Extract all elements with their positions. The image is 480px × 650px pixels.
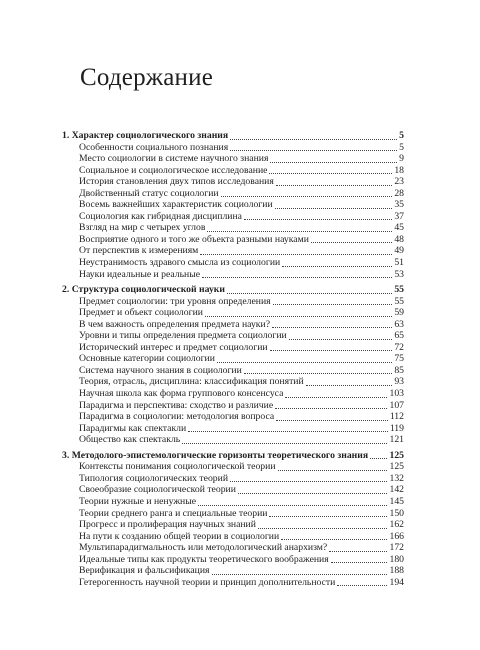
toc-entry[interactable]: [62, 296, 404, 308]
toc-section: [62, 284, 404, 446]
page-number: 18: [394, 164, 404, 176]
toc-entry[interactable]: [62, 565, 404, 577]
toc-entry[interactable]: [62, 531, 404, 543]
page-number: 162: [389, 519, 404, 531]
toc-entry-label: Идеальные типы как продукты теоретического воображения: [79, 553, 329, 565]
toc-entry-label: Предмет и объект социологии: [79, 307, 203, 319]
toc-entry-label: Предмет социологии: три уровня определения: [79, 295, 271, 307]
dot-leader: [269, 516, 387, 517]
page-number: 55: [394, 284, 404, 296]
toc-chapter-heading-label: 1. Характер социологического знания: [62, 130, 229, 141]
dot-leader: [329, 551, 387, 552]
page-number: 59: [394, 307, 404, 319]
dot-leader: [275, 408, 387, 409]
toc-entry[interactable]: [62, 376, 404, 388]
toc-entry[interactable]: [62, 142, 404, 154]
toc-entry[interactable]: [62, 319, 404, 331]
dot-leader: [269, 173, 392, 174]
toc-entry-label: Науки идеальные и реальные: [79, 268, 201, 280]
toc-entry-label: Восприятие одного и того же объекта разными науками: [79, 233, 309, 245]
toc-entry-label: В чем важность определения предмета науки?: [79, 318, 271, 330]
dot-leader: [311, 242, 392, 243]
page-number: 112: [389, 411, 404, 423]
toc-entry-label: Мультипарадигмальность или методологический анархизм?: [79, 542, 328, 554]
toc-entry[interactable]: [62, 542, 404, 554]
dot-leader: [306, 385, 393, 386]
toc-entry-label: От перспектив к измерениям: [79, 245, 199, 257]
toc-entry-label: Парадигма и перспектива: сходство и различие: [79, 399, 274, 411]
dot-leader: [270, 350, 393, 351]
toc-entry[interactable]: [62, 365, 404, 377]
toc-entry[interactable]: [62, 222, 404, 234]
toc-entry-label: Теории нужные и ненужные: [79, 495, 197, 507]
toc-entry[interactable]: [62, 176, 404, 188]
page-number: 45: [394, 222, 404, 234]
toc-entry-label: Прогресс и пролиферация научных знаний: [79, 519, 256, 531]
toc-entry[interactable]: [62, 411, 404, 423]
dot-leader: [275, 208, 393, 209]
dot-leader: [230, 139, 397, 140]
dot-leader: [281, 539, 387, 540]
toc-entry-label: Социальное и социологическое исследование: [79, 164, 268, 176]
page-number: 5: [399, 141, 404, 153]
dot-leader: [230, 481, 387, 482]
page-number: 103: [389, 388, 404, 400]
toc-entry[interactable]: [62, 307, 404, 319]
dot-leader: [238, 493, 388, 494]
dot-leader: [258, 528, 388, 529]
toc-entry[interactable]: [62, 269, 404, 281]
dot-leader: [285, 397, 387, 398]
page-number: 35: [394, 199, 404, 211]
dot-leader: [282, 266, 392, 267]
toc-entry[interactable]: [62, 434, 404, 446]
dot-leader: [182, 443, 387, 444]
page-number: 125: [389, 449, 404, 461]
dot-leader: [202, 277, 392, 278]
dot-leader: [188, 431, 388, 432]
page-number: 172: [389, 542, 404, 554]
toc-entry[interactable]: [62, 257, 404, 269]
dot-leader: [270, 162, 397, 163]
toc-entry-label: Двойственный статус социологии: [79, 187, 219, 199]
dot-leader: [205, 316, 392, 317]
page-number: 48: [394, 233, 404, 245]
toc-entry[interactable]: [62, 508, 404, 520]
toc-entry[interactable]: [62, 234, 404, 246]
toc-entry-label: Система научного знания в социологии: [79, 364, 242, 376]
dot-leader: [198, 505, 387, 506]
toc-entry[interactable]: [62, 211, 404, 223]
toc-entry-label: Парадигмы как спектакли: [79, 422, 187, 434]
page-number: 75: [394, 353, 404, 365]
toc-entry-label: Исторический интерес и предмет социологии: [79, 341, 268, 353]
toc-entry[interactable]: [62, 388, 404, 400]
page-number: 107: [389, 399, 404, 411]
toc-entry-label: Гетерогенность научной теории и принцип дополнительности: [79, 576, 336, 588]
dot-leader: [272, 327, 392, 328]
toc-entry[interactable]: [62, 461, 404, 473]
toc-entry[interactable]: [62, 342, 404, 354]
toc-chapter-heading-label: 2. Структура социологической науки: [62, 284, 225, 296]
toc-entry[interactable]: [62, 165, 404, 177]
toc-entry-label: Социология как гибридная дисциплина: [79, 210, 242, 222]
dot-leader: [289, 339, 393, 340]
toc-entry[interactable]: [62, 554, 404, 566]
page-number: 194: [389, 576, 404, 588]
toc-chapter-heading[interactable]: [62, 284, 404, 296]
toc-entry-label: Теории среднего ранга и специальные теории: [79, 507, 268, 519]
toc-entry[interactable]: [62, 199, 404, 211]
toc-entry[interactable]: [62, 577, 404, 589]
dot-leader: [227, 293, 392, 294]
toc-chapter-heading-label: 3. Методолого-эпистемологические горизонты теоретического знания: [62, 449, 369, 461]
toc-entry-label: Особенности социального познания: [79, 141, 229, 153]
toc-entry-label: Парадигма в социологии: методология вопроса: [79, 411, 275, 423]
page-number: 85: [394, 364, 404, 376]
toc-entry[interactable]: [62, 484, 404, 496]
dot-leader: [273, 304, 393, 305]
page-number: 5: [399, 130, 404, 141]
dot-leader: [276, 185, 392, 186]
dot-leader: [244, 373, 393, 374]
toc-entry[interactable]: [62, 353, 404, 365]
page-number: 63: [394, 318, 404, 330]
dot-leader: [331, 562, 388, 563]
page-number: 93: [394, 376, 404, 388]
toc-entry[interactable]: [62, 400, 404, 412]
page-number: 37: [394, 210, 404, 222]
page-number: 125: [389, 461, 404, 473]
dot-leader: [230, 150, 397, 151]
toc-entry-label: Основные категории социологии: [79, 353, 215, 365]
toc-entry-label: Верификация и фальсификация: [79, 565, 210, 577]
page-number: 142: [389, 484, 404, 496]
toc-entry-label: Неустранимость здравого смысла из социологии: [79, 257, 281, 269]
page-number: 23: [394, 176, 404, 188]
toc-entry[interactable]: [62, 473, 404, 485]
page-number: 55: [394, 295, 404, 307]
dot-leader: [276, 420, 388, 421]
toc-entry-label: История становления двух типов исследования: [79, 176, 274, 188]
toc-entry-label: Научная школа как форма группового консенсуса: [79, 388, 284, 400]
toc-entry-label: Взгляд на мир с четырех углов: [79, 222, 206, 234]
page-title: Содержание: [80, 64, 213, 91]
page-number: 65: [394, 330, 404, 342]
page-number: 119: [389, 422, 404, 434]
dot-leader: [207, 231, 392, 232]
toc-section: [62, 130, 404, 280]
dot-leader: [337, 585, 387, 586]
page-number: 180: [389, 553, 404, 565]
toc-entry[interactable]: [62, 153, 404, 165]
page-number: 121: [389, 434, 404, 446]
dot-leader: [370, 458, 387, 459]
dot-leader: [212, 574, 388, 575]
toc-chapter-heading[interactable]: [62, 130, 404, 142]
page-number: 150: [389, 507, 404, 519]
toc-entry-label: На пути к созданию общей теории в социологии: [79, 530, 280, 542]
table-of-contents: [62, 130, 404, 592]
toc-entry-label: Общество как спектакль: [79, 434, 181, 446]
toc-entry[interactable]: [62, 423, 404, 435]
toc-entry[interactable]: [62, 496, 404, 508]
toc-section: [62, 450, 404, 589]
toc-entry-label: Теория, отрасль, дисциплина: классификация понятий: [79, 376, 304, 388]
dot-leader: [278, 470, 388, 471]
toc-entry[interactable]: [62, 519, 404, 531]
page-number: 72: [394, 341, 404, 353]
dot-leader: [221, 196, 393, 197]
page-number: 145: [389, 495, 404, 507]
page-number: 28: [394, 187, 404, 199]
toc-chapter-heading[interactable]: [62, 450, 404, 462]
page-number: 53: [394, 268, 404, 280]
page-number: 132: [389, 472, 404, 484]
toc-entry[interactable]: [62, 330, 404, 342]
toc-entry[interactable]: [62, 188, 404, 200]
dot-leader: [217, 362, 392, 363]
page-number: 9: [399, 153, 404, 165]
toc-entry-label: Восемь важнейших характеристик социологии: [79, 199, 273, 211]
toc-entry-label: Типология социологических теорий: [79, 472, 228, 484]
toc-entry-label: Контексты понимания социологической теории: [79, 461, 276, 473]
toc-entry-label: Уровни и типы определения предмета социологии: [79, 330, 287, 342]
dot-leader: [244, 219, 392, 220]
toc-entry-label: Своеобразие социологической теории: [79, 484, 236, 496]
dot-leader: [200, 254, 392, 255]
toc-entry[interactable]: [62, 245, 404, 257]
page-number: 166: [389, 530, 404, 542]
toc-entry-label: Место социологии в системе научного знания: [79, 153, 269, 165]
page-number: 49: [394, 245, 404, 257]
page-number: 51: [394, 257, 404, 269]
page-number: 188: [389, 565, 404, 577]
